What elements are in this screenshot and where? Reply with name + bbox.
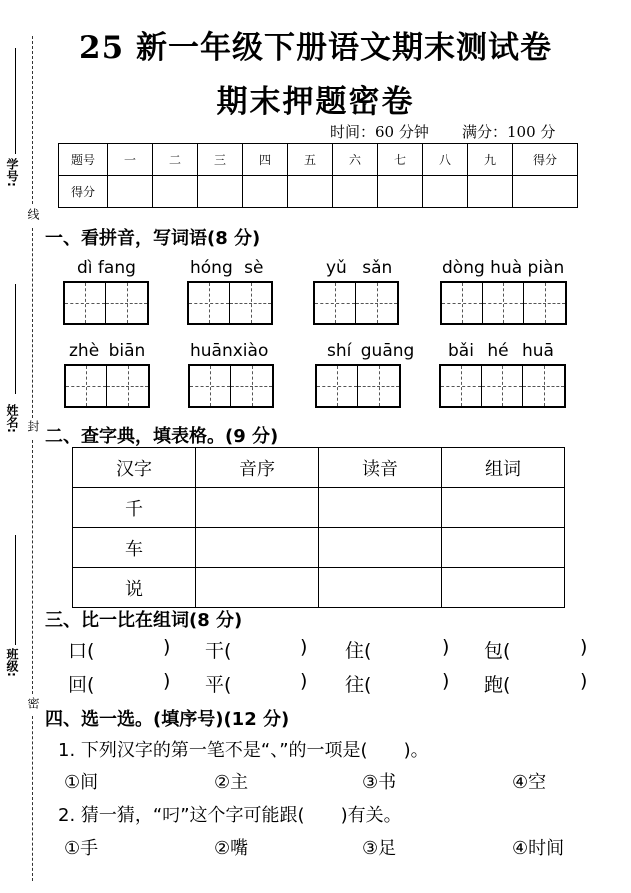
pinyin-syllable: zhè (69, 341, 100, 361)
pinyin-item-4 (442, 258, 564, 278)
score-cell[interactable] (378, 176, 423, 208)
option-4[interactable]: ④空 (512, 772, 547, 793)
option-2[interactable]: ②主 (214, 772, 249, 793)
score-cell[interactable] (513, 176, 578, 208)
section3-title: 三、比一比在组词(8 分) (45, 610, 243, 631)
pinyin-syllable: sǎn (362, 258, 393, 278)
dictionary-header: 读音 (319, 448, 442, 488)
dictionary-row (73, 488, 565, 528)
section2-title: 二、查字典，填表格。(9 分) (45, 426, 279, 447)
compare-item: 住( (345, 640, 372, 662)
pinyin-item-3 (326, 258, 392, 278)
compare-item: 口( (68, 640, 95, 662)
pinyin-syllable: hé (487, 341, 509, 361)
writing-grid-5[interactable] (64, 364, 150, 408)
writing-grid-1[interactable] (63, 281, 149, 325)
option-3[interactable]: ③书 (362, 772, 397, 793)
pinyin-item-2 (190, 258, 263, 278)
answer-cell[interactable] (196, 528, 319, 568)
score-table (58, 143, 578, 208)
score-header-cell: 题号 (59, 144, 108, 176)
compare-close: ) (442, 636, 450, 658)
pinyin-item-5 (69, 341, 145, 361)
writing-grid-6[interactable] (188, 364, 274, 408)
compare-item: 往( (345, 674, 372, 696)
cut-line-low (32, 440, 33, 694)
score-cell[interactable] (423, 176, 468, 208)
compare-close: ) (300, 670, 308, 692)
pinyin-item-1 (77, 258, 136, 278)
answer-cell[interactable] (196, 568, 319, 608)
section1-title: 一、看拼音，写词语(8 分) (45, 228, 261, 249)
score-header-cell: 二 (153, 144, 198, 176)
pinyin-syllable: dì (77, 258, 93, 278)
score-cell[interactable] (153, 176, 198, 208)
question-2: 2. 猜一猜，“叼”这个字可能跟( )有关。 (58, 805, 402, 826)
pinyin-syllable: hóng (190, 258, 233, 278)
full-score: 满分：100 分 (462, 123, 556, 141)
cut-mark-line: 线 (26, 208, 40, 220)
answer-cell[interactable] (442, 528, 565, 568)
section4-title: 四、选一选。(填序号)(12 分) (45, 709, 290, 730)
answer-cell[interactable] (442, 488, 565, 528)
dictionary-char: 车 (73, 528, 196, 568)
compare-item: 回( (68, 674, 95, 696)
page-subtitle: 期末押题密卷 (216, 84, 415, 120)
answer-cell[interactable] (319, 488, 442, 528)
pinyin-item-7 (327, 341, 414, 361)
score-header-cell: 四 (243, 144, 288, 176)
pinyin-syllable: biān (108, 341, 146, 361)
score-header-cell: 五 (288, 144, 333, 176)
page-title: 25 新一年级下册语文期末测试卷 (79, 30, 552, 66)
dictionary-header: 组词 (442, 448, 565, 488)
dictionary-header: 音序 (196, 448, 319, 488)
compare-close: ) (163, 670, 171, 692)
pinyin-item-6 (190, 341, 268, 361)
pinyin-syllable: huān (190, 341, 233, 361)
pinyin-syllable: dòng (442, 258, 485, 278)
compare-item: 干( (205, 640, 232, 662)
cut-line-mid (32, 228, 33, 418)
pinyin-syllable: huā (521, 341, 554, 361)
dictionary-char: 说 (73, 568, 196, 608)
answer-cell[interactable] (319, 568, 442, 608)
option-3[interactable]: ③足 (362, 838, 397, 859)
question-1: 1. 下列汉字的第一笔不是“、”的一项是( )。 (58, 740, 429, 761)
dictionary-table (72, 447, 565, 608)
answer-cell[interactable] (319, 528, 442, 568)
compare-item: 平( (205, 674, 232, 696)
answer-cell[interactable] (442, 568, 565, 608)
score-header-cell: 六 (333, 144, 378, 176)
option-1[interactable]: ①手 (64, 838, 99, 859)
cut-mark-seal: 封 (26, 420, 40, 432)
score-header-cell: 一 (108, 144, 153, 176)
compare-close: ) (580, 670, 588, 692)
pinyin-syllable: shí (327, 341, 352, 361)
pinyin-syllable: fang (97, 258, 136, 278)
pinyin-syllable: sè (244, 258, 264, 278)
score-header-cell: 八 (423, 144, 468, 176)
score-row-label: 得分 (59, 176, 108, 208)
pinyin-syllable: yǔ (326, 258, 347, 278)
score-cell[interactable] (198, 176, 243, 208)
dictionary-header-row (73, 448, 565, 488)
writing-grid-3[interactable] (313, 281, 399, 325)
pinyin-item-8 (448, 341, 554, 361)
score-header-cell: 七 (378, 144, 423, 176)
dictionary-row (73, 528, 565, 568)
writing-grid-4[interactable] (440, 281, 567, 325)
side-line-name (15, 284, 16, 394)
cut-mark-secret: 密 (26, 697, 40, 709)
compare-close: ) (442, 670, 450, 692)
side-line-class (15, 535, 16, 645)
option-2[interactable]: ②嘴 (214, 838, 249, 859)
score-header-cell: 得分 (513, 144, 578, 176)
option-1[interactable]: ①间 (64, 772, 99, 793)
dictionary-header: 汉字 (73, 448, 196, 488)
compare-item: 跑( (484, 674, 511, 696)
answer-cell[interactable] (196, 488, 319, 528)
pinyin-syllable: guāng (360, 341, 415, 361)
dictionary-row (73, 568, 565, 608)
class-label: 班级: (5, 648, 19, 677)
compare-close: ) (580, 636, 588, 658)
score-cell[interactable] (333, 176, 378, 208)
pinyin-syllable: huà (490, 258, 523, 278)
student-no-label: 学号: (5, 158, 19, 187)
pinyin-syllable: bǎi (448, 341, 474, 361)
writing-grid-8[interactable] (439, 364, 566, 408)
score-table-score-row (59, 176, 578, 208)
score-cell[interactable] (288, 176, 333, 208)
dictionary-char: 千 (73, 488, 196, 528)
name-label: 姓名: (5, 404, 19, 433)
compare-item: 包( (484, 640, 511, 662)
compare-close: ) (163, 636, 171, 658)
score-cell[interactable] (108, 176, 153, 208)
score-cell[interactable] (468, 176, 513, 208)
compare-close: ) (300, 636, 308, 658)
score-table-header-row (59, 144, 578, 176)
exam-time: 时间：60 分钟 (330, 123, 429, 141)
score-header-cell: 九 (468, 144, 513, 176)
score-header-cell: 三 (198, 144, 243, 176)
option-4[interactable]: ④时间 (512, 838, 565, 859)
writing-grid-2[interactable] (187, 281, 273, 325)
pinyin-syllable: xiào (232, 341, 269, 361)
cut-line-bottom (32, 716, 33, 881)
score-cell[interactable] (243, 176, 288, 208)
writing-grid-7[interactable] (315, 364, 401, 408)
pinyin-syllable: piàn (527, 258, 565, 278)
